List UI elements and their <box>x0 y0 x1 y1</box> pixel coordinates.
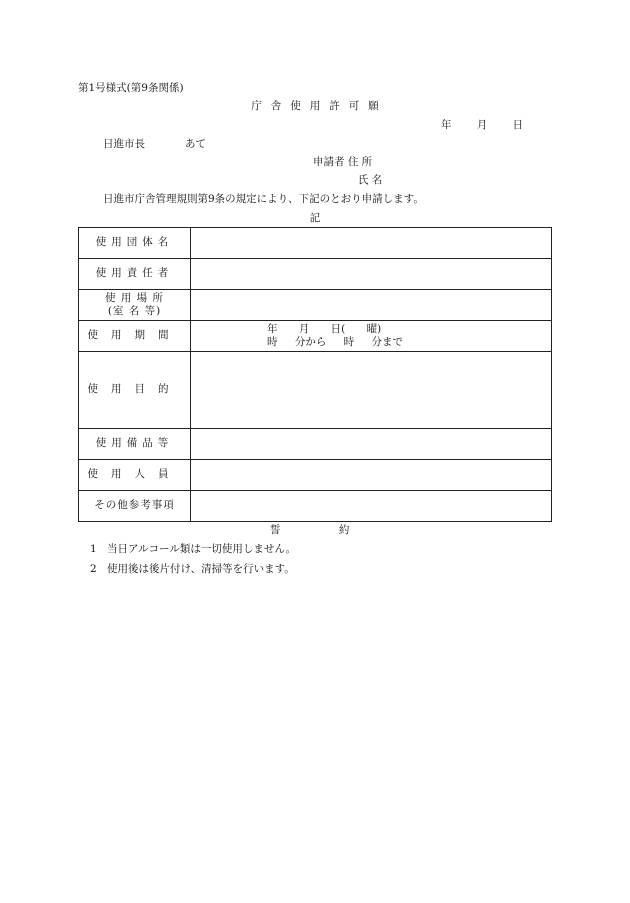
equipment-field[interactable] <box>191 429 552 460</box>
date-line: 年 月 日 <box>441 119 524 131</box>
oath-item-text: 使用後は後片付け、清掃等を行います。 <box>107 563 295 575</box>
document-title: 庁舎使用許可願 <box>251 100 388 112</box>
group-name-field[interactable] <box>191 228 552 259</box>
personnel-label: 使用人員 <box>79 460 191 491</box>
application-table <box>78 227 552 522</box>
responsible-person-label: 使用責任者 <box>79 259 191 290</box>
table-row-personnel <box>79 460 552 491</box>
table-row-other <box>79 491 552 522</box>
applicant-address-label: 申請者 住 所 <box>313 156 373 168</box>
addressee <box>103 139 206 150</box>
ki-heading: 記 <box>309 212 321 224</box>
table-row-location <box>79 290 552 321</box>
period-time: 時 分から 時 分まで <box>267 336 404 348</box>
oath-item-number: 2 <box>90 563 97 575</box>
other-field[interactable] <box>191 491 552 522</box>
intro-text: 日進市庁舎管理規則第9条の規定により、下記のとおり申請します。 <box>103 193 424 205</box>
other-label: その他参考事項 <box>79 491 191 522</box>
table-row-group-name <box>79 228 552 259</box>
applicant-name-label: 氏 名 <box>358 174 383 186</box>
table-row-period <box>79 321 552 352</box>
table-row-responsible <box>79 259 552 290</box>
location-label <box>79 290 191 321</box>
purpose-field[interactable] <box>191 352 552 429</box>
equipment-label: 使用備品等 <box>79 429 191 460</box>
addressee-name: 日進市長 <box>103 138 145 150</box>
location-field[interactable] <box>191 290 552 321</box>
oath-item-number: 1 <box>90 543 97 555</box>
addressee-suffix: あて <box>185 138 206 150</box>
period-field[interactable] <box>191 321 552 352</box>
location-label-line2: (室 名 等) <box>107 305 162 317</box>
responsible-person-field[interactable] <box>191 259 552 290</box>
oath-item-text: 当日アルコール類は一切使用しません。 <box>107 543 296 555</box>
period-date: 年 月 日( 曜) <box>267 323 382 336</box>
location-label-line1: 使 用 場 所 <box>104 291 164 304</box>
oath-title: 誓 約 <box>270 524 350 536</box>
personnel-field[interactable] <box>191 460 552 491</box>
form-number: 第1号様式(第9条関係) <box>78 82 184 94</box>
purpose-label: 使用目的 <box>79 352 191 429</box>
table-row-purpose <box>79 352 552 429</box>
oath-item <box>90 544 296 555</box>
oath-item <box>90 564 295 575</box>
group-name-label: 使用団体名 <box>79 228 191 259</box>
table-row-equipment <box>79 429 552 460</box>
period-label: 使用期間 <box>79 321 191 352</box>
